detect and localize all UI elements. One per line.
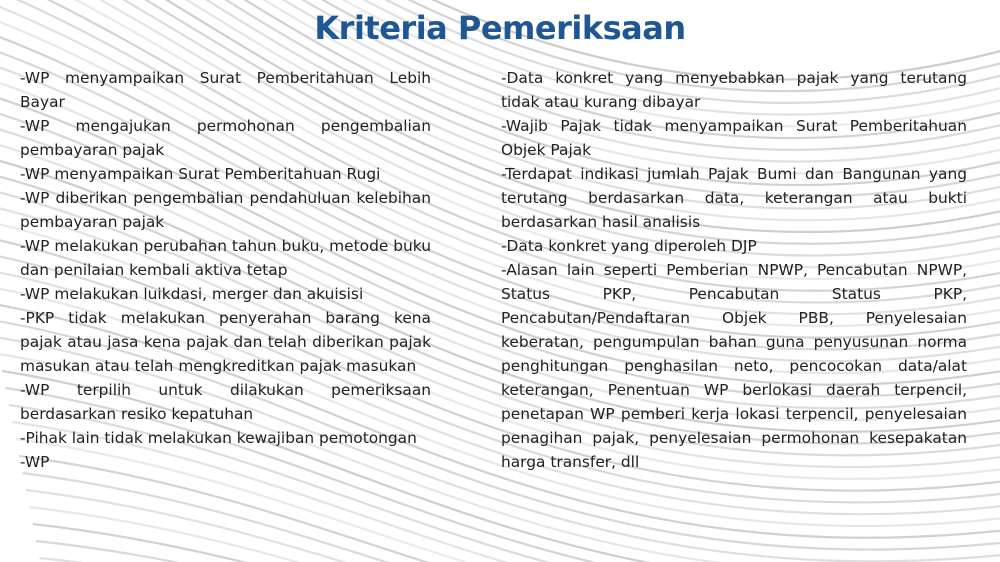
- list-item: -Data konkret yang menyebabkan pajak yang terutang tidak atau kurang dibayar: [501, 69, 967, 111]
- right-criteria-list: [501, 66, 967, 474]
- list-item: -WP mengajukan permohonan pengembalian pembayaran pajak: [20, 117, 431, 159]
- wave-line: [36, 541, 1000, 562]
- list-item: -Terdapat indikasi jumlah Pajak Bumi dan Bangunan yang terutang berdasarkan data, keterangan atau bukti berdasarkan hasil analisis: [501, 165, 967, 231]
- list-item: -WP menyampaikan Surat Pemberitahuan Lebih Bayar: [20, 69, 431, 111]
- list-item: -WP diberikan pengembalian pendahuluan kelebihan pembayaran pajak: [20, 189, 431, 231]
- list-item: -WP melakukan luikdasi, merger dan akuisisi: [20, 285, 364, 303]
- list-item: -Data konkret yang diperoleh DJP: [501, 237, 757, 255]
- left-criteria-list: [20, 66, 431, 474]
- list-item: -Wajib Pajak tidak menyampaikan Surat Pemberitahuan Objek Pajak: [501, 117, 967, 159]
- list-item: -Alasan lain seperti Pemberian NPWP, Pencabutan NPWP, Status PKP, Pencabutan Status PKP, Pencabutan/Pendaftaran Objek PBB, Penyelesaian keberatan, pengumpulan bahan guna penyusunan norma penghitungan penghasilan neto, pencocokan data/alat keterangan, Penentuan WP berlokasi daerah terpencil, penetapan WP pemberi kerja lokasi terpencil, penyelesaian penagihan pajak, penyelesaian permohonan kesepakatan harga transfer, dll: [501, 261, 967, 471]
- list-item: -WP melakukan perubahan tahun buku, metode buku dan penilaian kembali aktiva tetap: [20, 237, 431, 279]
- list-item: -WP terpilih untuk dilakukan pemeriksaan berdasarkan resiko kepatuhan: [20, 381, 431, 423]
- list-item: -PKP tidak melakukan penyerahan barang kena pajak atau jasa kena pajak dan telah diberikan pajak masukan atau telah mengkreditkan pajak masukan: [20, 309, 431, 375]
- list-item: -WP: [20, 453, 50, 471]
- list-item: -WP menyampaikan Surat Pemberitahuan Rugi: [20, 165, 381, 183]
- page-title: Kriteria Pemeriksaan: [314, 9, 686, 47]
- list-item: -Pihak lain tidak melakukan kewajiban pemotongan: [20, 429, 417, 447]
